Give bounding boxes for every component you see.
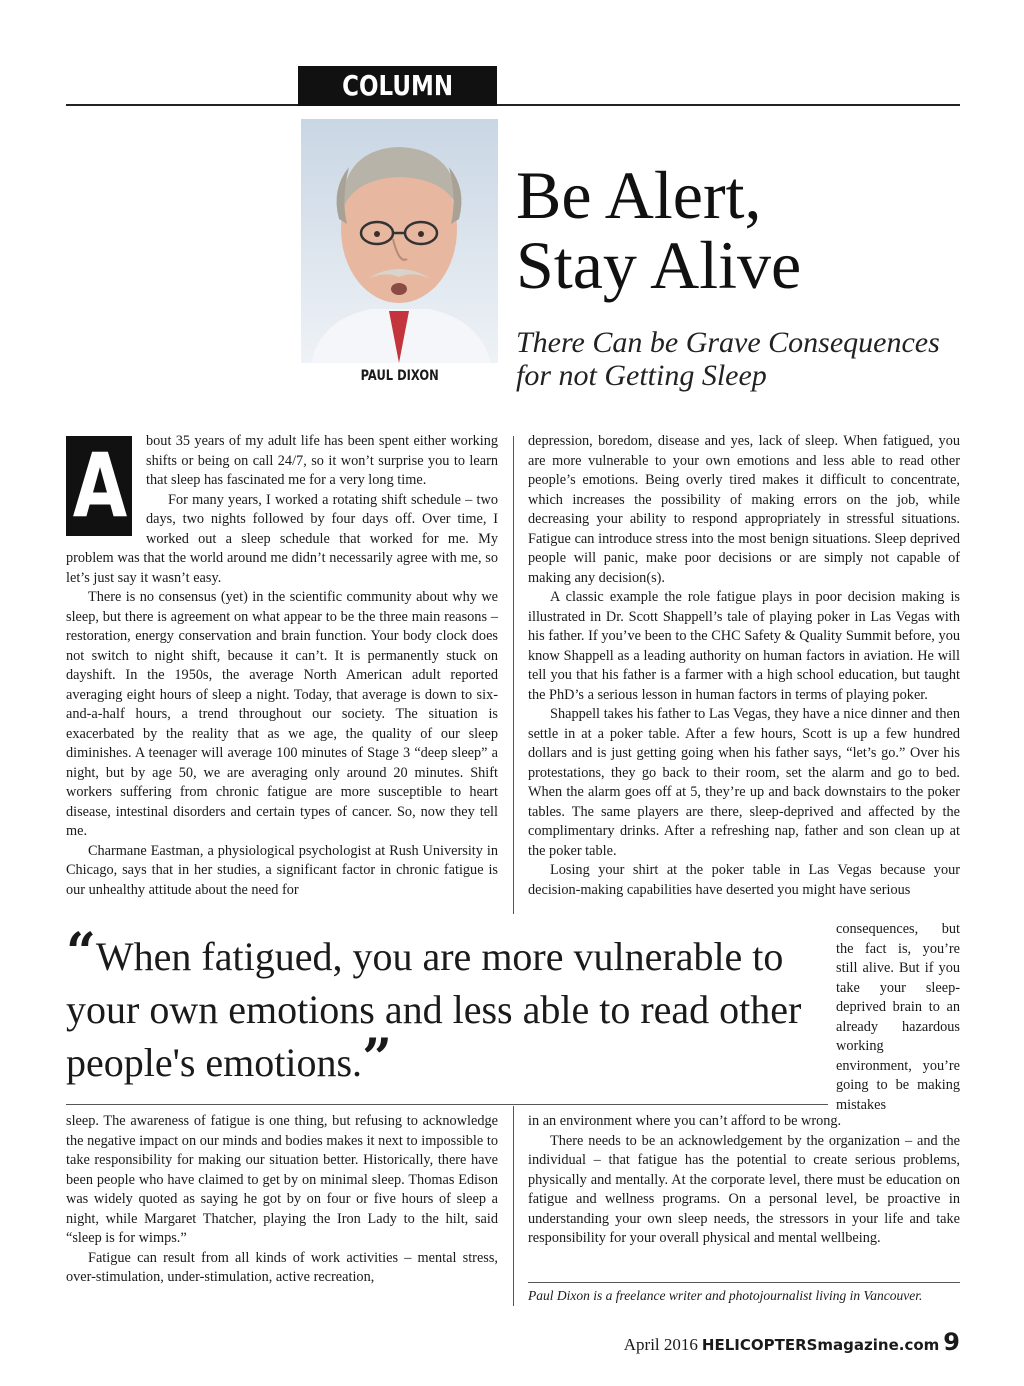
author-caption: PAUL DIXON — [360, 368, 439, 384]
body-paragraph: There needs to be an acknowledgement by the organization – and the individual – that fatigue has the potential to create serious problems, physically and mentally. At the corporate level, there must be education on fatigue and wellness programs. On a personal level, be proactive in understanding your own sleep needs, the stressors in your life and take responsibility for your overall physical and mental wellbeing. — [528, 1132, 960, 1246]
column-2-wrap — [836, 920, 960, 1115]
column-divider-bottom — [513, 1106, 514, 1306]
headline-line-1: Be Alert, — [516, 157, 762, 233]
drop-cap: A — [66, 436, 132, 536]
body-paragraph: Losing your shirt at the poker table in Las Vegas because your decision-making capabilities have deserted you might have serious — [528, 862, 960, 898]
body-paragraph: There is no consensus (yet) in the scientific community about why we sleep, but there is agreement on what appear to be the three main reasons – restoration, energy conservation and brain function. Your body clock does not switch to night shift, because it can’t. It is permanently stuck on dayshift. In the 1950s, the average North American adult reported averaging eight hours of sleep a night. Today, that average is down to six-and-a-half hours, a trend throughout our society. The situation is exacerbated by the reality that as we age, the quality of our sleep diminishes. A teenager will average 100 minutes of Stage 3 “deep sleep” a night, but by age 50, we are averaging only around 20 minutes. Shift workers suffering from chronic fatigue are more susceptible to heart disease, intestinal disorders and certain types of cancer. So, now they tell me. — [66, 589, 498, 839]
body-paragraph: Shappell takes his father to Las Vegas, they have a nice dinner and then settle in at a poker table. After a few hours, Scott is up a few hundred dollars and is just getting going when his father says, “let’s go.” Over his protestations, they go back to their room, set the alarm and go to bed. When the alarm goes off at 5, they’re up and back downstairs to the poker tables. The same players are there, sleep-deprived and affected by the complimentary drinks. After a refreshing nap, father and son clean up at the poker table. — [528, 706, 960, 859]
column-2-bottom — [528, 1112, 960, 1249]
pull-quote: “When fatigued, you are more vulnerable to your own emotions and less able to read other people's emotions.” — [66, 922, 802, 1089]
subheadline — [516, 326, 956, 392]
body-paragraph: sleep. The awareness of fatigue is one thing, but refusing to acknowledge the negative impact on our minds and bodies makes it next to impossible to take responsibility for making our situation better. Historically, there have been people who have claimed to get by on minimal sleep. Thomas Edison was widely quoted as saying he got by on four or five hours of sleep a night, while Margaret Thatcher, playing the Iron Lady to the hilt, said “sleep is for wimps.” — [66, 1113, 498, 1246]
body-paragraph: Fatigue can result from all kinds of work activities – mental stress, over-stimulation, under-stimulation, active recreation, — [66, 1249, 498, 1285]
subheadline-line-2: for not Getting Sleep — [516, 359, 767, 392]
section-label: COLUMN — [298, 66, 497, 106]
column-1-top — [66, 432, 498, 900]
body-paragraph: depression, boredom, disease and yes, lack of sleep. When fatigued, you are more vulnerable to your own emotions and less able to read other people’s emotions. Being overly tired makes it difficult to concentrate, which increases the possibility of making errors on the job, while decreasing your ability to respond appropriately in stressful situations. Fatigue can introduce stress into the most benign situations. Sleep deprived people will panic, make poor decisions or are simply not capable of making any decision(s). — [528, 433, 960, 586]
open-quote-icon: “ — [66, 922, 96, 983]
page-folio — [560, 1328, 960, 1356]
page-number: 9 — [943, 1328, 960, 1356]
header-rule — [66, 104, 960, 106]
body-paragraph: A classic example the role fatigue plays in poor decision making is illustrated in Dr. Scott Shappell’s tale of playing poker in Las Vegas with his father. If you’ve been to the CHC Safety & Quality Summit before, you know Shappell as a leading authority on human factors in aviation. He will tell you that his father is a farmer with a high school education, but taught the PhD’s a serious lesson in human factors in terms of playing poker. — [528, 589, 960, 703]
issue-date: April 2016 — [623, 1335, 698, 1354]
headline — [516, 157, 956, 303]
column-2-top — [528, 432, 960, 900]
body-paragraph: For many years, I worked a rotating shift schedule – two days, two nights followed by four days off. Over time, I worked out a sleep schedule that worked for me. My problem was that the world around me didn’t necessarily agree with me, so let’s just say it wasn’t easy. — [66, 491, 498, 586]
body-paragraph: Charmane Eastman, a physiological psychologist at Rush University in Chicago, says that in her studies, a significant factor in chronic fatigue is our unhealthy attitude about the need for — [66, 842, 498, 898]
close-quote-icon: ” — [362, 1028, 392, 1089]
column-divider-top — [513, 436, 514, 914]
pullquote-rule — [66, 1104, 828, 1105]
bio-rule — [528, 1282, 960, 1283]
author-photo — [301, 119, 498, 363]
headline-line-2: Stay Alive — [516, 227, 802, 303]
body-paragraph: bout 35 years of my adult life has been spent either working shifts or being on call 24/7, so it won’t surprise you to learn that sleep has fascinated me for a very long time. — [146, 433, 498, 488]
author-bio: Paul Dixon is a freelance writer and photojournalist living in Vancouver. — [528, 1288, 923, 1303]
body-paragraph: in an environment where you can’t afford to be wrong. — [528, 1113, 842, 1129]
body-paragraph: consequences, but the fact is, you’re still alive. But if you take your sleep-deprived brain to an already hazardous working environment, you’re going to be making mistakes — [836, 921, 960, 1113]
magazine-url: HELICOPTERSmagazine.com — [701, 1336, 940, 1354]
subheadline-line-1: There Can be Grave Consequences — [516, 326, 940, 359]
column-1-bottom — [66, 1112, 498, 1288]
